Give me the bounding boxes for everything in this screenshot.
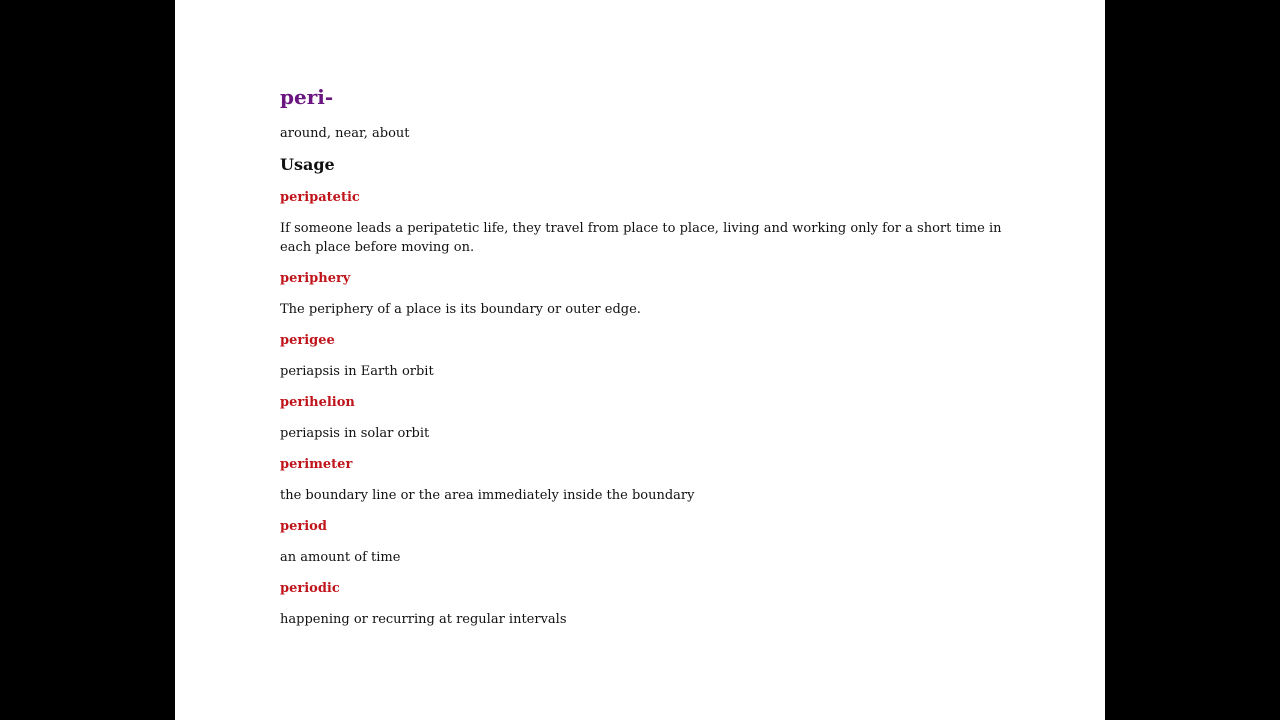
entry-definition: happening or recurring at regular intervals	[280, 612, 567, 627]
entry-periphery	[280, 269, 1010, 319]
entry-definition: The periphery of a place is its boundary or outer edge.	[280, 302, 641, 317]
entry-period	[280, 517, 1010, 567]
entry-peripatetic	[280, 188, 1010, 257]
entry-term: perigee	[280, 333, 335, 348]
entry-definition: the boundary line or the area immediately inside the boundary	[280, 488, 695, 503]
entry-perihelion	[280, 393, 1010, 443]
entry-term: periphery	[280, 271, 351, 286]
entry-definition: an amount of time	[280, 550, 401, 565]
entry-definition: periapsis in solar orbit	[280, 426, 430, 441]
usage-entries	[280, 188, 1010, 629]
entry-term: perihelion	[280, 395, 355, 410]
prefix-title: peri-	[280, 85, 334, 109]
document-content	[280, 82, 1010, 629]
entry-term: period	[280, 519, 327, 534]
entry-definition: If someone leads a peripatetic life, they travel from place to place, living and working only for a short time in each place before moving on.	[280, 221, 1002, 255]
entry-term: perimeter	[280, 457, 353, 472]
entry-periodic	[280, 579, 1010, 629]
entry-term: periodic	[280, 581, 340, 596]
entry-perigee	[280, 331, 1010, 381]
prefix-meaning: around, near, about	[280, 126, 410, 141]
entry-definition: periapsis in Earth orbit	[280, 364, 434, 379]
entry-term: peripatetic	[280, 190, 360, 205]
entry-perimeter	[280, 455, 1010, 505]
document-page	[175, 0, 1105, 720]
usage-heading: Usage	[280, 155, 335, 174]
